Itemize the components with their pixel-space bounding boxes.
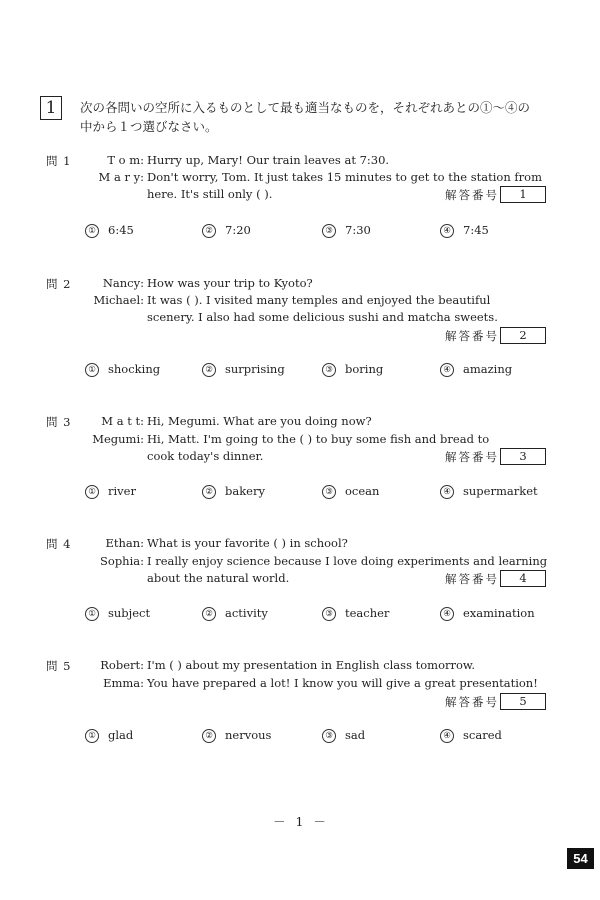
- question-label: 問 2: [46, 277, 72, 291]
- speaker-name: Nancy:: [102, 276, 144, 290]
- option-2: [202, 362, 285, 377]
- option-marker: ②: [202, 363, 216, 377]
- option-text: river: [108, 484, 136, 498]
- option-3: [322, 606, 389, 621]
- option-4: [440, 362, 512, 377]
- option-text: activity: [225, 606, 268, 620]
- option-text: shocking: [108, 362, 161, 376]
- answer-number-label: 解答番号: [445, 572, 499, 586]
- option-text: supermarket: [463, 484, 538, 498]
- option-text: teacher: [345, 606, 390, 620]
- question-label: 問 1: [46, 154, 72, 168]
- option-4: [440, 728, 502, 743]
- option-text: surprising: [225, 362, 285, 376]
- option-marker: ①: [85, 224, 99, 238]
- option-text: 6:45: [108, 223, 134, 237]
- option-4: [440, 606, 535, 621]
- speaker-name: Emma:: [103, 676, 144, 690]
- instruction-line-1: 次の各問いの空所に入るものとして最も適当なものを，それぞれあとの①～④の: [80, 100, 531, 115]
- option-text: scared: [463, 728, 502, 742]
- option-2: [202, 484, 265, 499]
- dialogue-line: scenery. I also had some delicious sushi and matcha sweets.: [147, 310, 498, 324]
- option-3: [322, 223, 371, 238]
- answer-number-box: 2: [500, 327, 546, 344]
- option-marker: ④: [440, 485, 454, 499]
- option-1: [85, 728, 133, 743]
- dialogue-line: How was your trip to Kyoto?: [147, 276, 313, 290]
- option-marker: ④: [440, 607, 454, 621]
- dialogue-line: It was ( ). I visited many temples and enjoyed the beautiful: [147, 293, 491, 307]
- dialogue-line: about the natural world.: [147, 571, 290, 585]
- option-text: bakery: [225, 484, 265, 498]
- option-marker: ④: [440, 224, 454, 238]
- section-number-box: 1: [40, 96, 62, 120]
- dialogue-line: You have prepared a lot! I know you will give a great presentation!: [147, 676, 538, 690]
- option-1: [85, 484, 136, 499]
- dialogue-line: Hi, Matt. I'm going to the ( ) to buy some fish and bread to: [147, 432, 490, 446]
- dialogue-line: Hurry up, Mary! Our train leaves at 7:30.: [147, 153, 390, 167]
- question-label: 問 5: [46, 659, 72, 673]
- option-2: [202, 223, 251, 238]
- option-text: ocean: [345, 484, 380, 498]
- option-marker: ③: [322, 224, 336, 238]
- answer-number-box: 3: [500, 448, 546, 465]
- speaker-name: Megumi:: [92, 432, 144, 446]
- option-3: [322, 728, 365, 743]
- option-marker: ①: [85, 485, 99, 499]
- option-1: [85, 223, 134, 238]
- option-marker: ①: [85, 363, 99, 377]
- option-marker: ②: [202, 485, 216, 499]
- speaker-name: Robert:: [100, 658, 144, 672]
- option-text: nervous: [225, 728, 272, 742]
- speaker-name: Michael:: [93, 293, 144, 307]
- dialogue-line: Hi, Megumi. What are you doing now?: [147, 414, 372, 428]
- option-text: 7:45: [463, 223, 489, 237]
- option-text: boring: [345, 362, 384, 376]
- question-label: 問 3: [46, 415, 72, 429]
- option-2: [202, 606, 268, 621]
- dialogue-line: Don't worry, Tom. It just takes 15 minutes to get to the station from: [147, 170, 542, 184]
- answer-number-label: 解答番号: [445, 695, 499, 709]
- question-label: 問 4: [46, 537, 72, 551]
- speaker-name: Ethan:: [105, 536, 144, 550]
- option-text: sad: [345, 728, 366, 742]
- option-marker: ③: [322, 607, 336, 621]
- option-marker: ③: [322, 485, 336, 499]
- instruction-line-2: 中から１つ選びなさい。: [80, 119, 218, 134]
- option-marker: ④: [440, 363, 454, 377]
- option-marker: ②: [202, 224, 216, 238]
- answer-number-label: 解答番号: [445, 329, 499, 343]
- option-text: glad: [108, 728, 134, 742]
- answer-number-label: 解答番号: [445, 188, 499, 202]
- option-marker: ②: [202, 729, 216, 743]
- option-3: [322, 484, 379, 499]
- dialogue-line: I really enjoy science because I love doing experiments and learning: [147, 554, 548, 568]
- answer-number-box: 4: [500, 570, 546, 587]
- corner-page-badge: 54: [567, 848, 594, 869]
- speaker-name: M a t t:: [101, 414, 144, 428]
- dialogue-line: cook today's dinner.: [147, 449, 264, 463]
- option-text: 7:20: [225, 223, 251, 237]
- page-number: － 1 －: [273, 814, 329, 829]
- dialogue-line: What is your favorite ( ) in school?: [147, 536, 348, 550]
- option-2: [202, 728, 271, 743]
- option-text: examination: [463, 606, 535, 620]
- option-text: subject: [108, 606, 151, 620]
- option-3: [322, 362, 383, 377]
- dialogue-line: here. It's still only ( ).: [147, 187, 273, 201]
- option-4: [440, 484, 538, 499]
- option-marker: ④: [440, 729, 454, 743]
- option-1: [85, 362, 160, 377]
- answer-number-box: 1: [500, 186, 546, 203]
- option-text: amazing: [463, 362, 513, 376]
- speaker-name: Sophia:: [100, 554, 144, 568]
- answer-number-box: 5: [500, 693, 546, 710]
- option-marker: ②: [202, 607, 216, 621]
- option-marker: ③: [322, 729, 336, 743]
- speaker-name: T o m:: [107, 153, 144, 167]
- option-1: [85, 606, 150, 621]
- option-marker: ①: [85, 729, 99, 743]
- option-marker: ③: [322, 363, 336, 377]
- option-marker: ①: [85, 607, 99, 621]
- speaker-name: M a r y:: [98, 170, 144, 184]
- answer-number-label: 解答番号: [445, 450, 499, 464]
- option-4: [440, 223, 489, 238]
- option-text: 7:30: [345, 223, 371, 237]
- dialogue-line: I'm ( ) about my presentation in English class tomorrow.: [147, 658, 476, 672]
